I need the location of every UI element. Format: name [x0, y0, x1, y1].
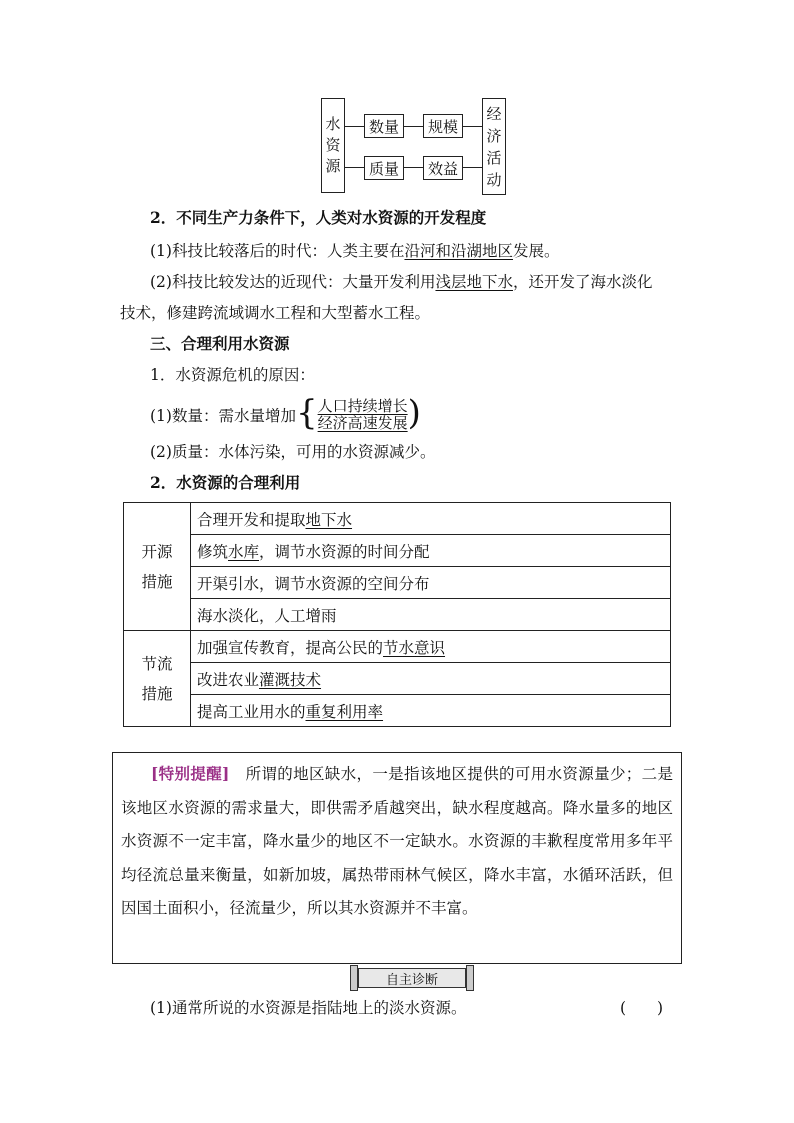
section3-sub2: 2．水资源的合理利用	[150, 473, 301, 492]
text-segment: (1)数量：需水量增加	[150, 407, 296, 425]
section2-item1	[150, 240, 710, 262]
diagram-char: 源	[325, 157, 341, 175]
section3-heading: 三、合理利用水资源	[150, 334, 290, 353]
text-segment: (2)科技比较发达的近现代：大量开发利用	[150, 273, 436, 291]
table-category-open-source	[124, 503, 191, 631]
diagram-benefit-box: 效益	[423, 156, 463, 180]
table-row	[124, 695, 671, 727]
underlined-term: 重复利用率	[305, 702, 384, 721]
diagram-connector	[344, 126, 364, 127]
table-cell	[191, 631, 671, 663]
special-reminder-box	[112, 752, 682, 964]
diagram-char: 济	[486, 126, 502, 145]
table-cell	[191, 599, 671, 631]
text-segment: ，还开发了海水淡化	[512, 273, 653, 291]
text-segment: 发展。	[512, 242, 560, 260]
category-label: 开源	[141, 542, 173, 561]
text-segment: 修筑	[197, 542, 229, 561]
diagram-quantity-box: 数量	[364, 114, 404, 138]
table-row	[124, 503, 671, 535]
text-segment: ，调节水资源的时间分配	[259, 542, 430, 561]
text-segment: 提高工业用水的	[197, 702, 306, 721]
underlined-term: 地下水	[305, 510, 353, 529]
text-segment: 开渠引水，调节水资源的空间分布	[197, 574, 430, 593]
text-segment: 加强宣传教育，提高公民的	[197, 638, 384, 657]
diagram-connector	[403, 126, 423, 127]
category-label: 节流	[141, 654, 173, 673]
table-row	[124, 631, 671, 663]
text-segment: (1)科技比较落后的时代：人类主要在	[150, 242, 405, 260]
table-row	[124, 599, 671, 631]
diagram-char: 动	[486, 170, 502, 189]
section2-item2-line2: 技术，修建跨流域调水工程和大型蓄水工程。	[120, 304, 431, 322]
diagram-water-resource-box	[321, 98, 345, 193]
diagram-connector	[462, 167, 482, 168]
table-cell	[191, 663, 671, 695]
underlined-term: 浅层地下水	[435, 273, 513, 291]
diagram-economic-activity-box	[482, 98, 506, 195]
diagram-quality-box: 质量	[364, 156, 404, 180]
underlined-term: 水库	[228, 542, 260, 561]
diagram-scale-box: 规模	[423, 114, 463, 138]
section3-quantity	[150, 393, 421, 434]
brace-left: {	[295, 393, 318, 433]
special-reminder-body: 所谓的地区缺水，一是指该地区提供的可用水资源量少；二是该地区水资源的需求量大，即供需矛盾越突出，缺水程度越高。降水量多的地区水资源不一定丰富，降水量少的地区不一定缺水。水资源的丰歉程度常用多年平均径流总量来衡量，如新加坡，属热带雨林气候区，降水丰富，水循环活跃，但因国土面积小，径流量少，所以其水资源并不丰富。	[121, 765, 673, 917]
table-row	[124, 663, 671, 695]
text-segment: 海水淡化，人工增雨	[197, 606, 337, 625]
diagram-char: 资	[325, 136, 341, 154]
section2-item2	[150, 271, 710, 293]
underlined-term: 节水意识	[383, 638, 446, 657]
diagram-char: 经	[486, 104, 502, 123]
self-diagnosis-title: 自主诊断	[358, 968, 466, 988]
measures-table	[123, 502, 671, 727]
category-label: 措施	[141, 684, 173, 703]
diagram-connector	[344, 167, 364, 168]
text-segment: 合理开发和提取	[197, 510, 306, 529]
table-cell	[191, 503, 671, 535]
special-reminder-text	[121, 757, 673, 926]
diagram-connector	[462, 126, 482, 127]
underlined-term: 灌溉技术	[259, 670, 322, 689]
table-category-conservation	[124, 631, 191, 727]
diagram-char: 水	[325, 115, 341, 133]
brace-item: 经济高速发展	[317, 414, 408, 432]
table-row	[124, 567, 671, 599]
section3-sub1: 1．水资源危机的原因：	[150, 366, 315, 384]
table-cell	[191, 567, 671, 599]
diagnosis-answer-paren[interactable]: ( )	[620, 999, 664, 1017]
diagram-connector	[403, 167, 423, 168]
diagram-char: 活	[486, 148, 502, 167]
diagnosis-question-1: (1)通常所说的水资源是指陆地上的淡水资源。	[150, 999, 467, 1017]
table-cell	[191, 695, 671, 727]
special-reminder-tag: [特别提醒]	[151, 764, 230, 783]
brace-items	[318, 398, 408, 432]
section2-heading: 2．不同生产力条件下，人类对水资源的开发程度	[150, 208, 487, 227]
section3-quality: (2)质量：水体污染，可用的水资源减少。	[150, 443, 436, 461]
table-cell	[191, 535, 671, 567]
category-label: 措施	[141, 572, 173, 591]
text-segment: 改进农业	[197, 670, 260, 689]
table-row	[124, 535, 671, 567]
underlined-term: 沿河和沿湖地区	[404, 242, 513, 260]
brace-item: 人口持续增长	[317, 397, 408, 415]
brace-right: )	[407, 393, 421, 433]
